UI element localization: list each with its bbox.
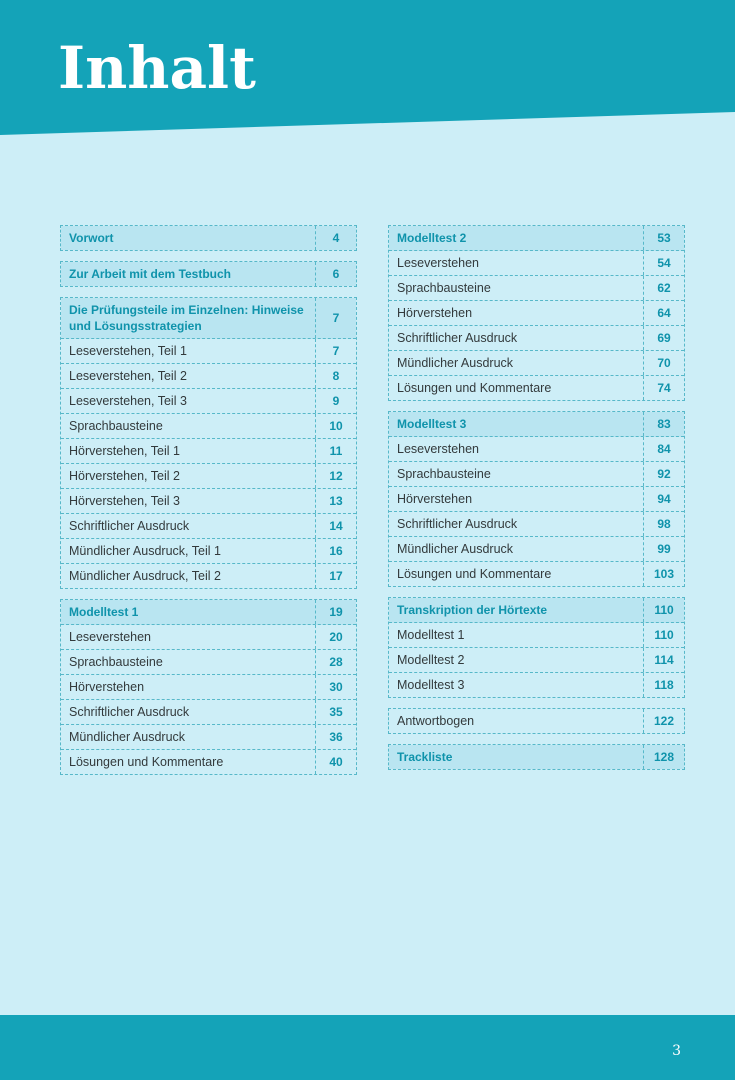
toc-entry-page: 94 [657, 492, 671, 506]
toc-entry-page: 14 [329, 519, 343, 533]
toc-entry-page: 110 [654, 628, 674, 642]
toc-entry-page: 13 [329, 494, 343, 508]
toc-entry-label: Modelltest 3 [389, 673, 644, 697]
toc-entry-page: 122 [653, 714, 675, 728]
toc-entry-page: 53 [657, 231, 671, 245]
toc-entry[interactable] [389, 487, 684, 512]
toc-entry-label: Hörverstehen [389, 301, 644, 325]
toc-entry[interactable] [389, 562, 684, 586]
toc-entry[interactable] [389, 623, 684, 648]
toc-entry-page: 7 [332, 344, 340, 358]
toc-entry-label: Sprachbausteine [61, 650, 316, 674]
toc-entry-page: 10 [329, 419, 343, 433]
toc-entry-label: Leseverstehen, Teil 2 [61, 364, 316, 388]
toc-entry[interactable] [61, 489, 356, 514]
toc-entry-label: Antwortbogen [389, 709, 644, 733]
toc-entry[interactable] [389, 709, 684, 733]
toc-left-column [60, 225, 357, 785]
toc-entry[interactable] [389, 537, 684, 562]
toc-entry-label: Modelltest 1 [389, 623, 644, 647]
toc-group [388, 225, 685, 401]
toc-section-heading[interactable] [389, 745, 684, 769]
toc-entry-label: Mündlicher Ausdruck, Teil 1 [61, 539, 316, 563]
toc-entry-page: 99 [657, 542, 671, 556]
toc-entry-label: Leseverstehen [389, 437, 644, 461]
toc-entry[interactable] [389, 648, 684, 673]
toc-entry[interactable] [61, 364, 356, 389]
toc-section-heading[interactable] [389, 412, 684, 437]
toc-entry[interactable] [389, 301, 684, 326]
toc-entry-page: 74 [657, 381, 671, 395]
toc-entry-label: Lösungen und Kommentare [61, 750, 316, 774]
toc-entry-page: 64 [657, 306, 671, 320]
toc-group [388, 411, 685, 587]
toc-entry-page: 11 [329, 444, 343, 458]
toc-entry[interactable] [61, 725, 356, 750]
toc-entry[interactable] [389, 326, 684, 351]
toc-entry-label: Leseverstehen, Teil 1 [61, 339, 316, 363]
toc-entry-page: 70 [657, 356, 671, 370]
toc-entry[interactable] [389, 276, 684, 301]
toc-entry-label: Modelltest 3 [389, 412, 644, 436]
toc-entry-label: Die Prüfungsteile im Einzelnen: Hinweise und Lösungsstrategien [61, 298, 316, 338]
toc-entry-page: 9 [332, 394, 340, 408]
toc-entry-page: 103 [653, 567, 675, 581]
toc-entry-label: Hörverstehen, Teil 1 [61, 439, 316, 463]
toc-entry-label: Modelltest 2 [389, 648, 644, 672]
toc-entry[interactable] [61, 339, 356, 364]
toc-entry-page: 19 [329, 605, 343, 619]
toc-section-heading[interactable] [389, 226, 684, 251]
toc-entry[interactable] [389, 437, 684, 462]
toc-group [60, 261, 357, 287]
toc-entry-label: Hörverstehen, Teil 2 [61, 464, 316, 488]
toc-entry-label: Leseverstehen [61, 625, 316, 649]
toc-entry[interactable] [61, 439, 356, 464]
toc-group [60, 225, 357, 251]
toc-entry-label: Schriftlicher Ausdruck [61, 700, 316, 724]
toc-entry-page: 84 [657, 442, 671, 456]
toc-entry-label: Lösungen und Kommentare [389, 562, 644, 586]
toc-entry-page: 12 [329, 469, 343, 483]
toc-entry-label: Mündlicher Ausdruck [389, 351, 644, 375]
toc-entry-page: 110 [654, 603, 674, 617]
page-title: Inhalt [58, 34, 256, 102]
toc-entry-label: Modelltest 2 [389, 226, 644, 250]
toc-entry-page: 35 [329, 705, 343, 719]
toc-section-heading[interactable] [389, 598, 684, 623]
toc-entry[interactable] [61, 514, 356, 539]
toc-section-heading[interactable] [61, 262, 356, 286]
toc-entry-label: Sprachbausteine [389, 462, 644, 486]
toc-entry[interactable] [61, 414, 356, 439]
toc-entry-page: 20 [329, 630, 343, 644]
toc-entry[interactable] [61, 700, 356, 725]
page-number: 3 [672, 1043, 681, 1059]
toc-entry-label: Hörverstehen, Teil 3 [61, 489, 316, 513]
toc-entry-page: 98 [657, 517, 671, 531]
toc-entry[interactable] [61, 389, 356, 414]
toc-entry-label: Sprachbausteine [389, 276, 644, 300]
toc-entry-label: Trackliste [389, 745, 644, 769]
toc-entry-label: Hörverstehen [389, 487, 644, 511]
toc-entry-page: 30 [329, 680, 343, 694]
toc-entry[interactable] [61, 564, 356, 588]
toc-group [388, 708, 685, 734]
toc-entry-label: Mündlicher Ausdruck [61, 725, 316, 749]
toc-entry[interactable] [61, 625, 356, 650]
toc-entry[interactable] [61, 650, 356, 675]
toc-entry[interactable] [389, 376, 684, 400]
toc-entry-label: Mündlicher Ausdruck, Teil 2 [61, 564, 316, 588]
toc-entry[interactable] [61, 539, 356, 564]
toc-right-column [388, 225, 685, 780]
toc-group [388, 744, 685, 770]
toc-entry[interactable] [61, 750, 356, 774]
toc-entry-page: 36 [329, 730, 343, 744]
toc-entry-page: 114 [654, 653, 674, 667]
toc-entry-label: Modelltest 1 [61, 600, 316, 624]
toc-entry-page: 6 [332, 267, 340, 281]
toc-group [60, 297, 357, 589]
toc-entry-page: 54 [657, 256, 671, 270]
toc-entry-page: 28 [329, 655, 343, 669]
toc-entry-label: Lösungen und Kommentare [389, 376, 644, 400]
toc-entry-label: Schriftlicher Ausdruck [389, 512, 644, 536]
toc-entry-page: 92 [657, 467, 671, 481]
toc-entry-page: 128 [653, 750, 675, 764]
toc-entry-page: 83 [657, 417, 671, 431]
toc-section-heading[interactable] [61, 600, 356, 625]
toc-entry-page: 118 [654, 678, 674, 692]
toc-entry-page: 7 [332, 311, 340, 325]
toc-entry[interactable] [61, 464, 356, 489]
toc-entry-label: Transkription der Hörtexte [389, 598, 644, 622]
toc-entry-label: Leseverstehen, Teil 3 [61, 389, 316, 413]
toc-group [388, 597, 685, 698]
toc-section-heading[interactable] [61, 298, 356, 339]
footer-band [0, 1015, 735, 1080]
toc-entry-label: Hörverstehen [61, 675, 316, 699]
toc-group [60, 599, 357, 775]
toc-entry-label: Leseverstehen [389, 251, 644, 275]
toc-entry[interactable] [389, 512, 684, 537]
toc-entry-label: Zur Arbeit mit dem Testbuch [61, 262, 316, 286]
toc-entry[interactable] [389, 351, 684, 376]
toc-entry[interactable] [389, 251, 684, 276]
toc-entry-label: Mündlicher Ausdruck [389, 537, 644, 561]
toc-entry-page: 62 [657, 281, 671, 295]
toc-entry-page: 4 [332, 231, 340, 245]
toc-entry-label: Schriftlicher Ausdruck [389, 326, 644, 350]
toc-entry-label: Sprachbausteine [61, 414, 316, 438]
toc-entry-page: 8 [332, 369, 340, 383]
toc-entry-page: 16 [329, 544, 343, 558]
toc-entry[interactable] [389, 462, 684, 487]
toc-entry[interactable] [389, 673, 684, 697]
toc-entry-page: 69 [657, 331, 671, 345]
toc-section-heading[interactable] [61, 226, 356, 250]
toc-entry-label: Vorwort [61, 226, 316, 250]
toc-entry-label: Schriftlicher Ausdruck [61, 514, 316, 538]
toc-entry-page: 17 [329, 569, 343, 583]
toc-entry[interactable] [61, 675, 356, 700]
toc-entry-page: 40 [329, 755, 343, 769]
